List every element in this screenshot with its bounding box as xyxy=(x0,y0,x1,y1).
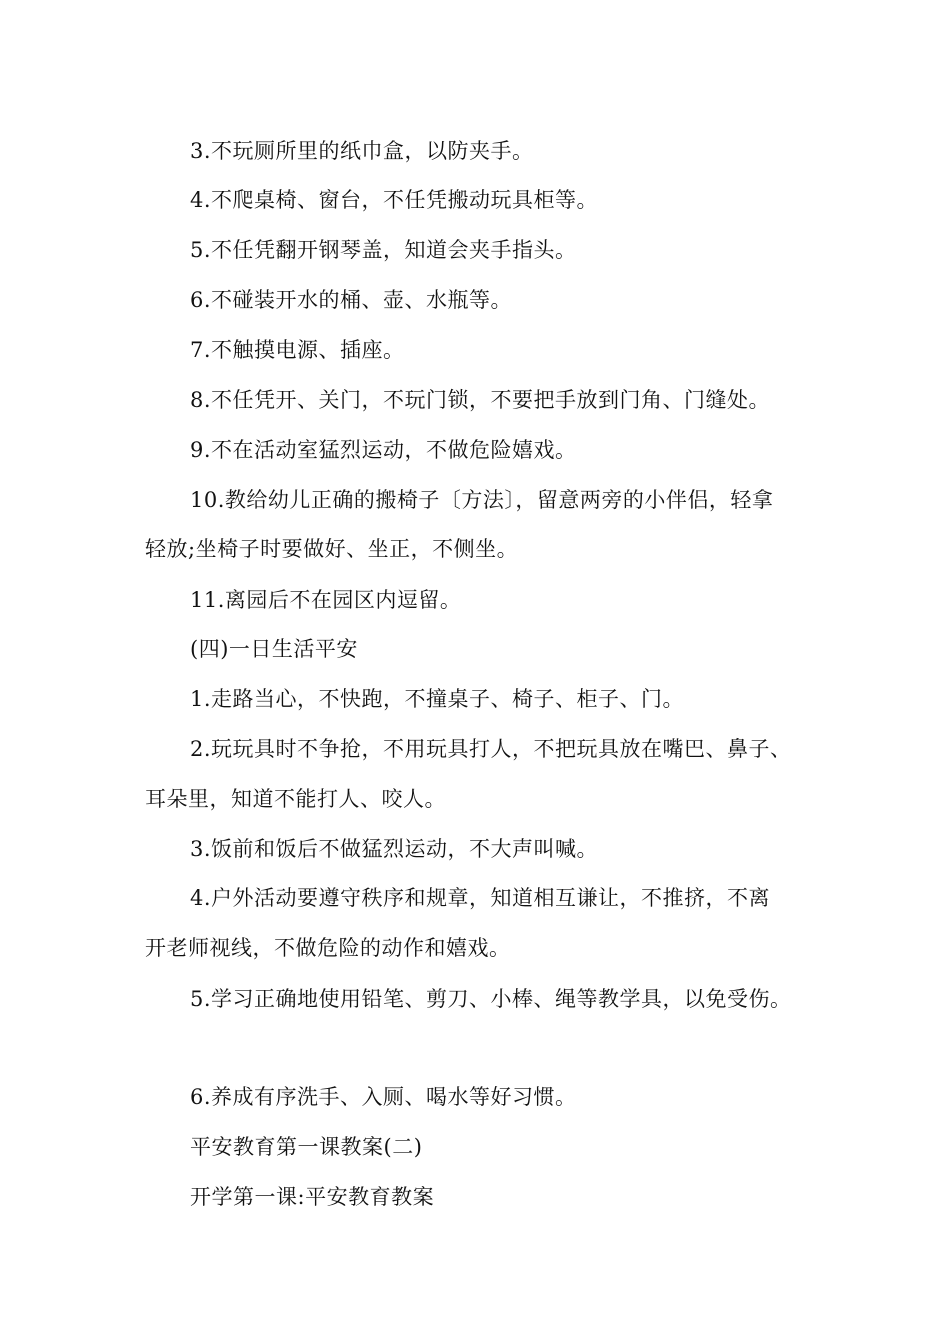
paragraph-line: 1.走路当心，不快跑，不撞桌子、椅子、柜子、门。 xyxy=(190,687,685,711)
section-heading: (四)一日生活平安 xyxy=(190,637,358,661)
paragraph-line: 轻放;坐椅子时要做好、坐正，不侧坐。 xyxy=(145,537,519,561)
paragraph-line: 7.不触摸电源、插座。 xyxy=(190,338,405,362)
section-heading: 平安教育第一课教案(二) xyxy=(190,1135,423,1159)
paragraph-line: 10.教给幼儿正确的搬椅子〔方法〕，留意两旁的小伴侣，轻拿 xyxy=(190,488,774,512)
paragraph-line: 3.不玩厕所里的纸巾盒，以防夹手。 xyxy=(190,139,534,163)
paragraph-line: 5.学习正确地使用铅笔、剪刀、小棒、绳等教学具，以免受伤。 xyxy=(190,987,792,1011)
paragraph-line: 开老师视线，不做危险的动作和嬉戏。 xyxy=(145,936,511,960)
paragraph-line: 耳朵里，知道不能打人、咬人。 xyxy=(145,787,446,811)
paragraph-line: 5.不任凭翻开钢琴盖，知道会夹手指头。 xyxy=(190,238,577,262)
paragraph-line: 4.户外活动要遵守秩序和规章，知道相互谦让，不推挤，不离 xyxy=(190,886,771,910)
paragraph-line: 3.饭前和饭后不做猛烈运动，不大声叫喊。 xyxy=(190,837,599,861)
paragraph-line: 11.离园后不在园区内逗留。 xyxy=(190,588,462,612)
section-heading: 开学第一课:平安教育教案 xyxy=(190,1185,435,1209)
paragraph-line: 6.养成有序洗手、入厕、喝水等好习惯。 xyxy=(190,1085,577,1109)
paragraph-line: 6.不碰装开水的桶、壶、水瓶等。 xyxy=(190,288,513,312)
paragraph-line: 2.玩玩具时不争抢，不用玩具打人，不把玩具放在嘴巴、鼻子、 xyxy=(190,737,792,761)
paragraph-line: 8.不任凭开、关门，不玩门锁，不要把手放到门角、门缝处。 xyxy=(190,388,771,412)
paragraph-line: 4.不爬桌椅、窗台，不任凭搬动玩具柜等。 xyxy=(190,188,599,212)
paragraph-line: 9.不在活动室猛烈运动，不做危险嬉戏。 xyxy=(190,438,577,462)
